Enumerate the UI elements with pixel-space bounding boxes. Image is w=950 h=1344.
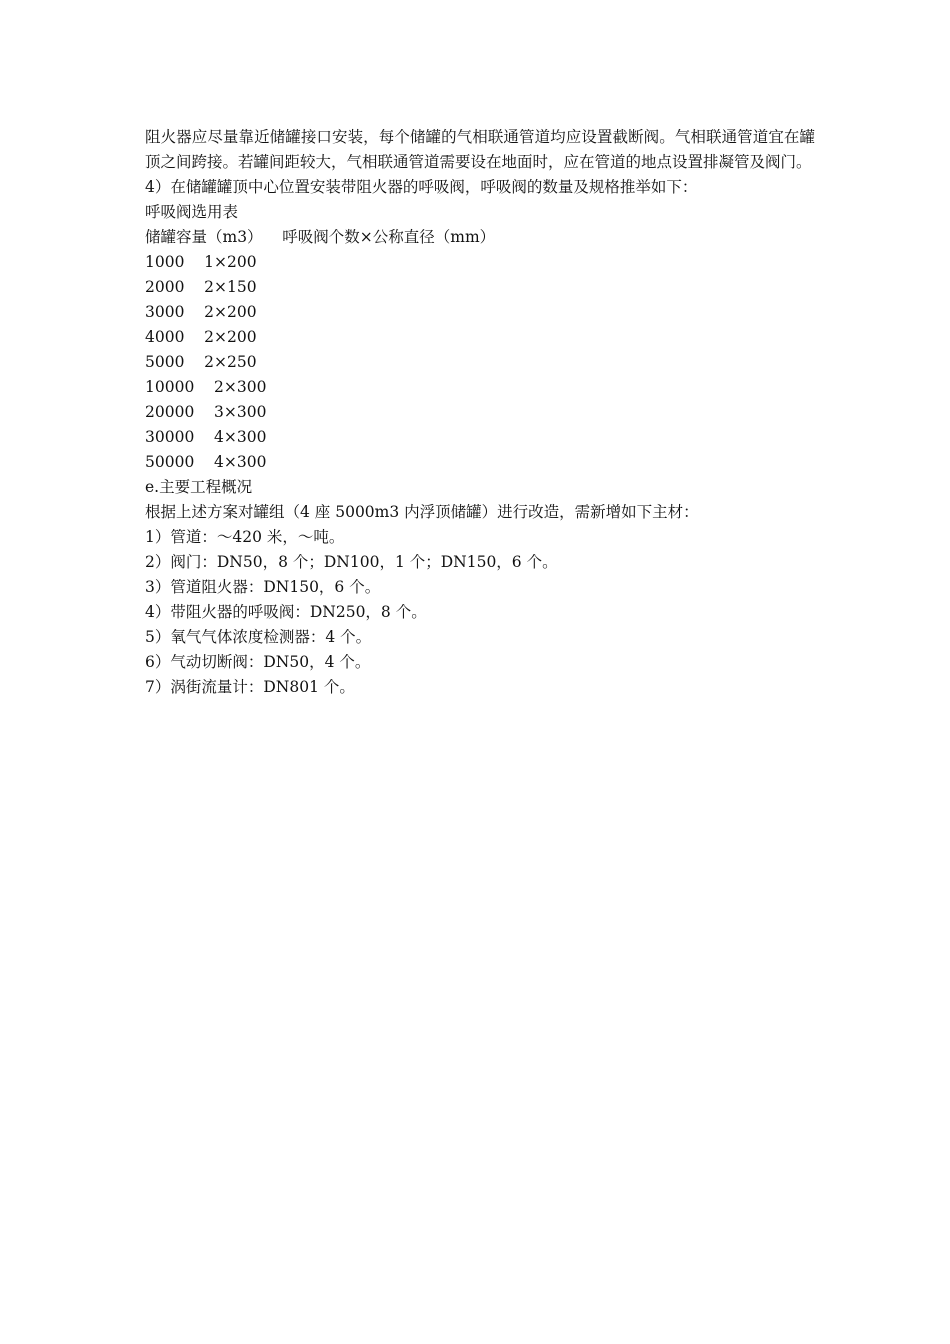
table-row: 3000 2×200: [145, 303, 257, 321]
list-item: 1）管道：～420 米，～吨。: [145, 528, 345, 546]
table-header: 储罐容量（m3） 呼吸阀个数×公称直径（mm）: [145, 228, 496, 246]
list-item: 5）氧气气体浓度检测器：4 个。: [145, 628, 372, 646]
list-item: 3）管道阻火器：DN150，6 个。: [145, 578, 381, 596]
section-title: e.主要工程概况: [145, 478, 253, 496]
list-item: 6）气动切断阀：DN50，4 个。: [145, 653, 371, 671]
table-row: 10000 2×300: [145, 378, 267, 396]
valve-table: [145, 250, 815, 475]
table-row: 1000 1×200: [145, 253, 257, 271]
section-intro: 根据上述方案对罐组（4 座 5000m3 内浮顶储罐）进行改造，需新增如下主材：: [145, 503, 699, 521]
list-item: 7）涡街流量计：DN801 个。: [145, 678, 355, 696]
list-item: 2）阀门：DN50，8 个；DN100，1 个；DN150，6 个。: [145, 553, 558, 571]
table-row: 4000 2×200: [145, 328, 257, 346]
table-row: 2000 2×150: [145, 278, 257, 296]
table-row: 50000 4×300: [145, 453, 267, 471]
table-title: 呼吸阀选用表: [145, 203, 239, 221]
materials-list: [145, 525, 815, 700]
list-item: 4）带阻火器的呼吸阀：DN250，8 个。: [145, 603, 427, 621]
item-4-text: 4）在储罐罐顶中心位置安装带阻火器的呼吸阀，呼吸阀的数量及规格推举如下：: [145, 178, 698, 196]
table-row: 5000 2×250: [145, 353, 257, 371]
table-row: 30000 4×300: [145, 428, 267, 446]
table-row: 20000 3×300: [145, 403, 267, 421]
document-page: [145, 125, 815, 700]
intro-paragraph: 阻火器应尽量靠近储罐接口安装，每个储罐的气相联通管道均应设置截断阀。气相联通管道宜在罐顶之间跨接。若罐间距较大，气相联通管道需要设在地面时，应在管道的地点设置排凝管及阀门。: [145, 128, 815, 171]
